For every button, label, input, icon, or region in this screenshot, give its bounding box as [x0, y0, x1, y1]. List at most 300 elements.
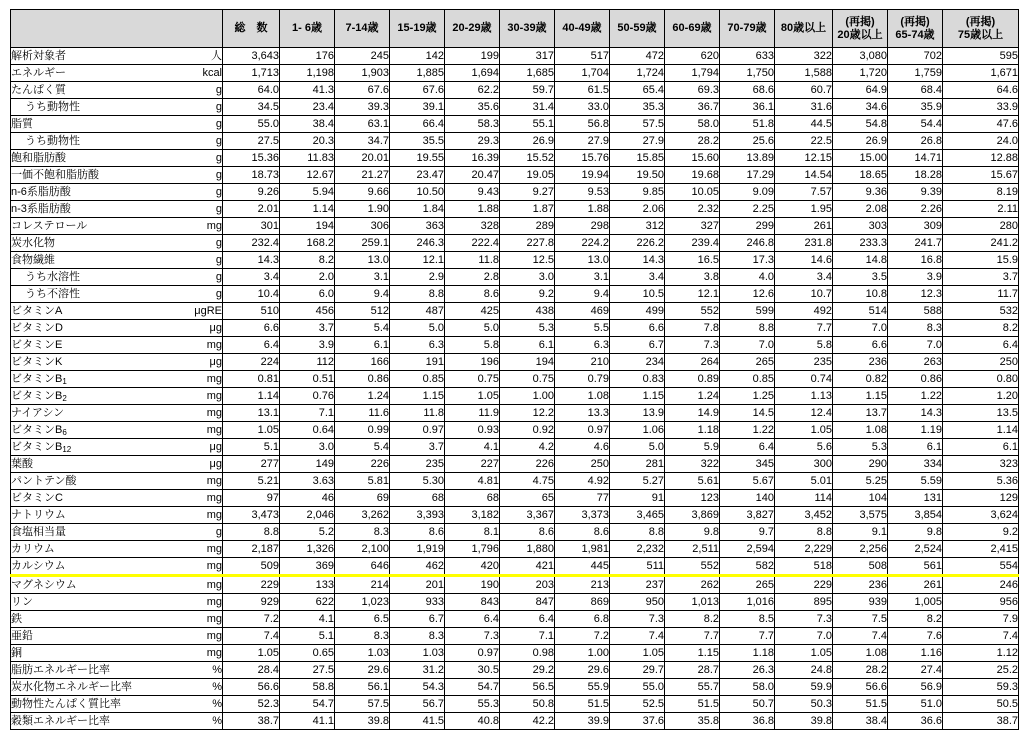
row-label [11, 99, 181, 116]
value-cell: 334 [888, 456, 943, 473]
value-cell: 1,326 [280, 541, 335, 558]
value-cell: 1.05 [223, 422, 280, 439]
row-label-text: うち動物性 [25, 134, 80, 147]
row-unit: g [181, 99, 223, 116]
value-cell: 23.47 [390, 167, 445, 184]
value-cell: 28.4 [223, 662, 280, 679]
value-cell: 59.3 [943, 679, 1019, 696]
value-cell: 1,694 [445, 65, 500, 82]
row-label-text: ナイアシン [11, 406, 65, 419]
table-body [11, 48, 1019, 730]
row-unit: % [181, 662, 223, 679]
value-cell: 4.92 [555, 473, 610, 490]
value-cell: 327 [665, 218, 720, 235]
value-cell: 47.6 [943, 116, 1019, 133]
value-cell: 191 [390, 354, 445, 371]
value-cell: 6.1 [500, 337, 555, 354]
row-label [11, 269, 181, 286]
value-cell: 421 [500, 558, 555, 576]
value-cell: 52.3 [223, 696, 280, 713]
value-cell: 9.39 [888, 184, 943, 201]
value-cell: 2.08 [833, 201, 888, 218]
value-cell: 16.5 [665, 252, 720, 269]
column-header: 50-59歳 [610, 10, 665, 48]
value-cell: 5.1 [223, 439, 280, 456]
column-header: (再掲) 20歳以上 [833, 10, 888, 48]
value-cell: 5.6 [775, 439, 833, 456]
value-cell: 34.5 [223, 99, 280, 116]
column-header: 20-29歳 [445, 10, 500, 48]
row-unit: mg [181, 628, 223, 645]
value-cell: 25.2 [943, 662, 1019, 679]
value-cell: 2,187 [223, 541, 280, 558]
value-cell: 1.13 [775, 388, 833, 405]
value-cell: 7.5 [833, 611, 888, 628]
row-label-text: リン [11, 595, 33, 608]
row-unit: g [181, 269, 223, 286]
table-row [11, 713, 1019, 730]
row-unit: g [181, 184, 223, 201]
row-label-text: ビタミンD [11, 321, 63, 334]
value-cell: 298 [555, 218, 610, 235]
value-cell: 265 [720, 354, 775, 371]
value-cell: 8.3 [335, 524, 390, 541]
value-cell: 1,588 [775, 65, 833, 82]
value-cell: 0.89 [665, 371, 720, 388]
value-cell: 3,827 [720, 507, 775, 524]
value-cell: 8.6 [500, 524, 555, 541]
value-cell: 0.82 [833, 371, 888, 388]
row-unit: g [181, 201, 223, 218]
value-cell: 68 [390, 490, 445, 507]
value-cell: 20.3 [280, 133, 335, 150]
value-cell: 0.93 [445, 422, 500, 439]
row-label-text: 炭水化物 [11, 236, 55, 249]
value-cell: 39.3 [335, 99, 390, 116]
value-cell: 4.0 [720, 269, 775, 286]
value-cell: 2,046 [280, 507, 335, 524]
value-cell: 8.8 [720, 320, 775, 337]
row-label [11, 303, 181, 320]
value-cell: 345 [720, 456, 775, 473]
value-cell: 9.7 [720, 524, 775, 541]
row-label-subscript: 1 [62, 376, 67, 386]
row-label-text: 食物繊維 [11, 253, 55, 266]
value-cell: 14.9 [665, 405, 720, 422]
value-cell: 3,262 [335, 507, 390, 524]
value-cell: 552 [665, 303, 720, 320]
row-label-text: 亜鉛 [11, 629, 33, 642]
value-cell: 3,393 [390, 507, 445, 524]
row-unit: g [181, 235, 223, 252]
row-unit: kcal [181, 65, 223, 82]
value-cell: 3.9 [888, 269, 943, 286]
value-cell: 3.4 [610, 269, 665, 286]
value-cell: 9.4 [335, 286, 390, 303]
value-cell: 50.3 [775, 696, 833, 713]
value-cell: 3.63 [280, 473, 335, 490]
row-unit: mg [181, 422, 223, 439]
row-unit: g [181, 116, 223, 133]
value-cell: 1,671 [943, 65, 1019, 82]
value-cell: 51.5 [833, 696, 888, 713]
row-unit: mg [181, 611, 223, 628]
header-corner-cell [11, 10, 223, 48]
value-cell: 23.4 [280, 99, 335, 116]
value-cell: 6.6 [610, 320, 665, 337]
value-cell: 1.20 [943, 388, 1019, 405]
row-label-text: ビタミンC [11, 491, 63, 504]
value-cell: 22.5 [775, 133, 833, 150]
value-cell: 114 [775, 490, 833, 507]
value-cell: 38.4 [833, 713, 888, 730]
value-cell: 518 [775, 558, 833, 576]
value-cell: 6.5 [335, 611, 390, 628]
value-cell: 933 [390, 594, 445, 611]
value-cell: 39.8 [335, 713, 390, 730]
value-cell: 13.9 [610, 405, 665, 422]
value-cell: 26.9 [500, 133, 555, 150]
row-unit: g [181, 252, 223, 269]
value-cell: 0.81 [223, 371, 280, 388]
value-cell: 29.2 [500, 662, 555, 679]
value-cell: 15.76 [555, 150, 610, 167]
value-cell: 1,016 [720, 594, 775, 611]
value-cell: 1,796 [445, 541, 500, 558]
value-cell: 1.00 [500, 388, 555, 405]
value-cell: 20.47 [445, 167, 500, 184]
row-label [11, 558, 181, 576]
value-cell: 50.5 [943, 696, 1019, 713]
table-row [11, 490, 1019, 507]
value-cell: 9.09 [720, 184, 775, 201]
value-cell: 8.19 [943, 184, 1019, 201]
row-label-subscript: 12 [62, 444, 72, 454]
value-cell: 91 [610, 490, 665, 507]
value-cell: 8.3 [335, 628, 390, 645]
value-cell: 56.9 [888, 679, 943, 696]
value-cell: 55.0 [610, 679, 665, 696]
value-cell: 19.50 [610, 167, 665, 184]
value-cell: 1.19 [888, 422, 943, 439]
value-cell: 18.73 [223, 167, 280, 184]
table-row [11, 696, 1019, 713]
value-cell: 6.6 [223, 320, 280, 337]
table-row [11, 473, 1019, 490]
value-cell: 1,685 [500, 65, 555, 82]
value-cell: 3,182 [445, 507, 500, 524]
row-label [11, 696, 181, 713]
value-cell: 309 [888, 218, 943, 235]
value-cell: 51.8 [720, 116, 775, 133]
value-cell: 6.7 [610, 337, 665, 354]
value-cell: 895 [775, 594, 833, 611]
table-row [11, 133, 1019, 150]
value-cell: 33.9 [943, 99, 1019, 116]
value-cell: 123 [665, 490, 720, 507]
value-cell: 27.5 [280, 662, 335, 679]
value-cell: 510 [223, 303, 280, 320]
value-cell: 0.85 [390, 371, 445, 388]
value-cell: 3.7 [390, 439, 445, 456]
table-row [11, 439, 1019, 456]
value-cell: 236 [833, 354, 888, 371]
row-unit: 人 [181, 48, 223, 65]
row-unit: mg [181, 507, 223, 524]
row-unit: mg [181, 576, 223, 594]
value-cell: 36.6 [888, 713, 943, 730]
value-cell: 277 [223, 456, 280, 473]
value-cell: 1.14 [943, 422, 1019, 439]
value-cell: 7.1 [280, 405, 335, 422]
row-label [11, 541, 181, 558]
value-cell: 112 [280, 354, 335, 371]
value-cell: 0.51 [280, 371, 335, 388]
value-cell: 69 [335, 490, 390, 507]
value-cell: 104 [833, 490, 888, 507]
value-cell: 133 [280, 576, 335, 594]
value-cell: 56.5 [500, 679, 555, 696]
value-cell: 194 [500, 354, 555, 371]
value-cell: 5.36 [943, 473, 1019, 490]
value-cell: 420 [445, 558, 500, 576]
value-cell: 241.2 [943, 235, 1019, 252]
row-label-text: カリウム [11, 542, 55, 555]
value-cell: 13.7 [833, 405, 888, 422]
value-cell: 36.7 [665, 99, 720, 116]
value-cell: 5.30 [390, 473, 445, 490]
value-cell: 9.4 [555, 286, 610, 303]
value-cell: 2,524 [888, 541, 943, 558]
table-row [11, 48, 1019, 65]
value-cell: 239.4 [665, 235, 720, 252]
value-cell: 15.60 [665, 150, 720, 167]
value-cell: 9.8 [888, 524, 943, 541]
value-cell: 554 [943, 558, 1019, 576]
row-label [11, 405, 181, 422]
table-row [11, 252, 1019, 269]
value-cell: 12.1 [390, 252, 445, 269]
value-cell: 1.24 [665, 388, 720, 405]
value-cell: 1.12 [943, 645, 1019, 662]
row-unit: mg [181, 558, 223, 576]
row-unit: g [181, 133, 223, 150]
row-label [11, 439, 181, 456]
value-cell: 37.6 [610, 713, 665, 730]
value-cell: 1,919 [390, 541, 445, 558]
value-cell: 8.3 [390, 628, 445, 645]
value-cell: 1,759 [888, 65, 943, 82]
row-unit: g [181, 167, 223, 184]
value-cell: 19.94 [555, 167, 610, 184]
value-cell: 11.83 [280, 150, 335, 167]
value-cell: 36.8 [720, 713, 775, 730]
value-cell: 2,256 [833, 541, 888, 558]
row-unit: μg [181, 320, 223, 337]
row-label [11, 218, 181, 235]
row-label-subscript: 2 [62, 393, 67, 403]
table-row [11, 524, 1019, 541]
row-unit: % [181, 679, 223, 696]
value-cell: 213 [555, 576, 610, 594]
value-cell: 9.66 [335, 184, 390, 201]
value-cell: 237 [610, 576, 665, 594]
value-cell: 6.0 [280, 286, 335, 303]
value-cell: 1.08 [833, 645, 888, 662]
value-cell: 17.3 [720, 252, 775, 269]
value-cell: 24.8 [775, 662, 833, 679]
row-label-text: 葉酸 [11, 457, 33, 470]
value-cell: 11.8 [390, 405, 445, 422]
value-cell: 1.84 [390, 201, 445, 218]
value-cell: 847 [500, 594, 555, 611]
value-cell: 57.5 [335, 696, 390, 713]
value-cell: 28.2 [665, 133, 720, 150]
value-cell: 1.25 [720, 388, 775, 405]
value-cell: 552 [665, 558, 720, 576]
value-cell: 11.6 [335, 405, 390, 422]
value-cell: 8.2 [665, 611, 720, 628]
column-header: 40-49歳 [555, 10, 610, 48]
value-cell: 9.2 [500, 286, 555, 303]
value-cell: 9.1 [833, 524, 888, 541]
value-cell: 588 [888, 303, 943, 320]
row-label [11, 662, 181, 679]
row-label [11, 628, 181, 645]
value-cell: 7.0 [775, 628, 833, 645]
value-cell: 445 [555, 558, 610, 576]
value-cell: 226.2 [610, 235, 665, 252]
value-cell: 4.75 [500, 473, 555, 490]
table-row [11, 167, 1019, 184]
value-cell: 1,023 [335, 594, 390, 611]
row-unit: mg [181, 371, 223, 388]
value-cell: 31.4 [500, 99, 555, 116]
row-label [11, 82, 181, 99]
value-cell: 599 [720, 303, 775, 320]
value-cell: 0.85 [720, 371, 775, 388]
row-unit: mg [181, 541, 223, 558]
value-cell: 15.67 [943, 167, 1019, 184]
value-cell: 66.4 [390, 116, 445, 133]
value-cell: 210 [555, 354, 610, 371]
column-header: 総 数 [223, 10, 280, 48]
value-cell: 19.05 [500, 167, 555, 184]
value-cell: 229 [775, 576, 833, 594]
value-cell: 41.5 [390, 713, 445, 730]
row-label-text: うち動物性 [25, 100, 80, 113]
value-cell: 129 [943, 490, 1019, 507]
value-cell: 1.05 [223, 645, 280, 662]
value-cell: 322 [665, 456, 720, 473]
value-cell: 65.4 [610, 82, 665, 99]
header-row [11, 10, 1019, 48]
value-cell: 312 [610, 218, 665, 235]
table-row [11, 611, 1019, 628]
value-cell: 68.6 [720, 82, 775, 99]
nutrient-intake-table-container [10, 9, 1018, 730]
value-cell: 323 [943, 456, 1019, 473]
value-cell: 289 [500, 218, 555, 235]
value-cell: 299 [720, 218, 775, 235]
value-cell: 6.6 [833, 337, 888, 354]
value-cell: 67.6 [390, 82, 445, 99]
table-row [11, 354, 1019, 371]
table-row [11, 150, 1019, 167]
value-cell: 514 [833, 303, 888, 320]
value-cell: 12.4 [775, 405, 833, 422]
table-row [11, 422, 1019, 439]
value-cell: 12.67 [280, 167, 335, 184]
value-cell: 55.7 [665, 679, 720, 696]
value-cell: 9.27 [500, 184, 555, 201]
row-label-text: n-6系脂肪酸 [11, 185, 71, 198]
table-row [11, 371, 1019, 388]
row-label [11, 645, 181, 662]
value-cell: 702 [888, 48, 943, 65]
value-cell: 0.80 [943, 371, 1019, 388]
value-cell: 57.5 [610, 116, 665, 133]
value-cell: 3.9 [280, 337, 335, 354]
row-label-text: ビタミンB [11, 423, 63, 436]
value-cell: 19.68 [665, 167, 720, 184]
value-cell: 512 [335, 303, 390, 320]
value-cell: 39.8 [775, 713, 833, 730]
row-label [11, 65, 181, 82]
value-cell: 246 [943, 576, 1019, 594]
table-row [11, 594, 1019, 611]
value-cell: 11.7 [943, 286, 1019, 303]
value-cell: 1.90 [335, 201, 390, 218]
row-label [11, 473, 181, 490]
value-cell: 233.3 [833, 235, 888, 252]
value-cell: 56.7 [390, 696, 445, 713]
value-cell: 301 [223, 218, 280, 235]
value-cell: 51.0 [888, 696, 943, 713]
value-cell: 54.3 [390, 679, 445, 696]
column-header: (再掲) 75歳以上 [943, 10, 1019, 48]
value-cell: 7.2 [223, 611, 280, 628]
value-cell: 14.8 [833, 252, 888, 269]
value-cell: 61.5 [555, 82, 610, 99]
value-cell: 97 [223, 490, 280, 507]
value-cell: 194 [280, 218, 335, 235]
value-cell: 63.1 [335, 116, 390, 133]
value-cell: 1.14 [223, 388, 280, 405]
value-cell: 7.7 [720, 628, 775, 645]
value-cell: 7.4 [943, 628, 1019, 645]
value-cell: 5.81 [335, 473, 390, 490]
value-cell: 232.4 [223, 235, 280, 252]
value-cell: 7.0 [888, 337, 943, 354]
value-cell: 64.6 [943, 82, 1019, 99]
value-cell: 226 [335, 456, 390, 473]
value-cell: 0.75 [445, 371, 500, 388]
value-cell: 5.2 [280, 524, 335, 541]
value-cell: 142 [390, 48, 445, 65]
value-cell: 30.5 [445, 662, 500, 679]
value-cell: 51.5 [665, 696, 720, 713]
value-cell: 149 [280, 456, 335, 473]
value-cell: 0.97 [445, 645, 500, 662]
value-cell: 56.1 [335, 679, 390, 696]
value-cell: 41.3 [280, 82, 335, 99]
value-cell: 14.54 [775, 167, 833, 184]
value-cell: 10.5 [610, 286, 665, 303]
value-cell: 34.6 [833, 99, 888, 116]
value-cell: 8.2 [280, 252, 335, 269]
table-row [11, 679, 1019, 696]
